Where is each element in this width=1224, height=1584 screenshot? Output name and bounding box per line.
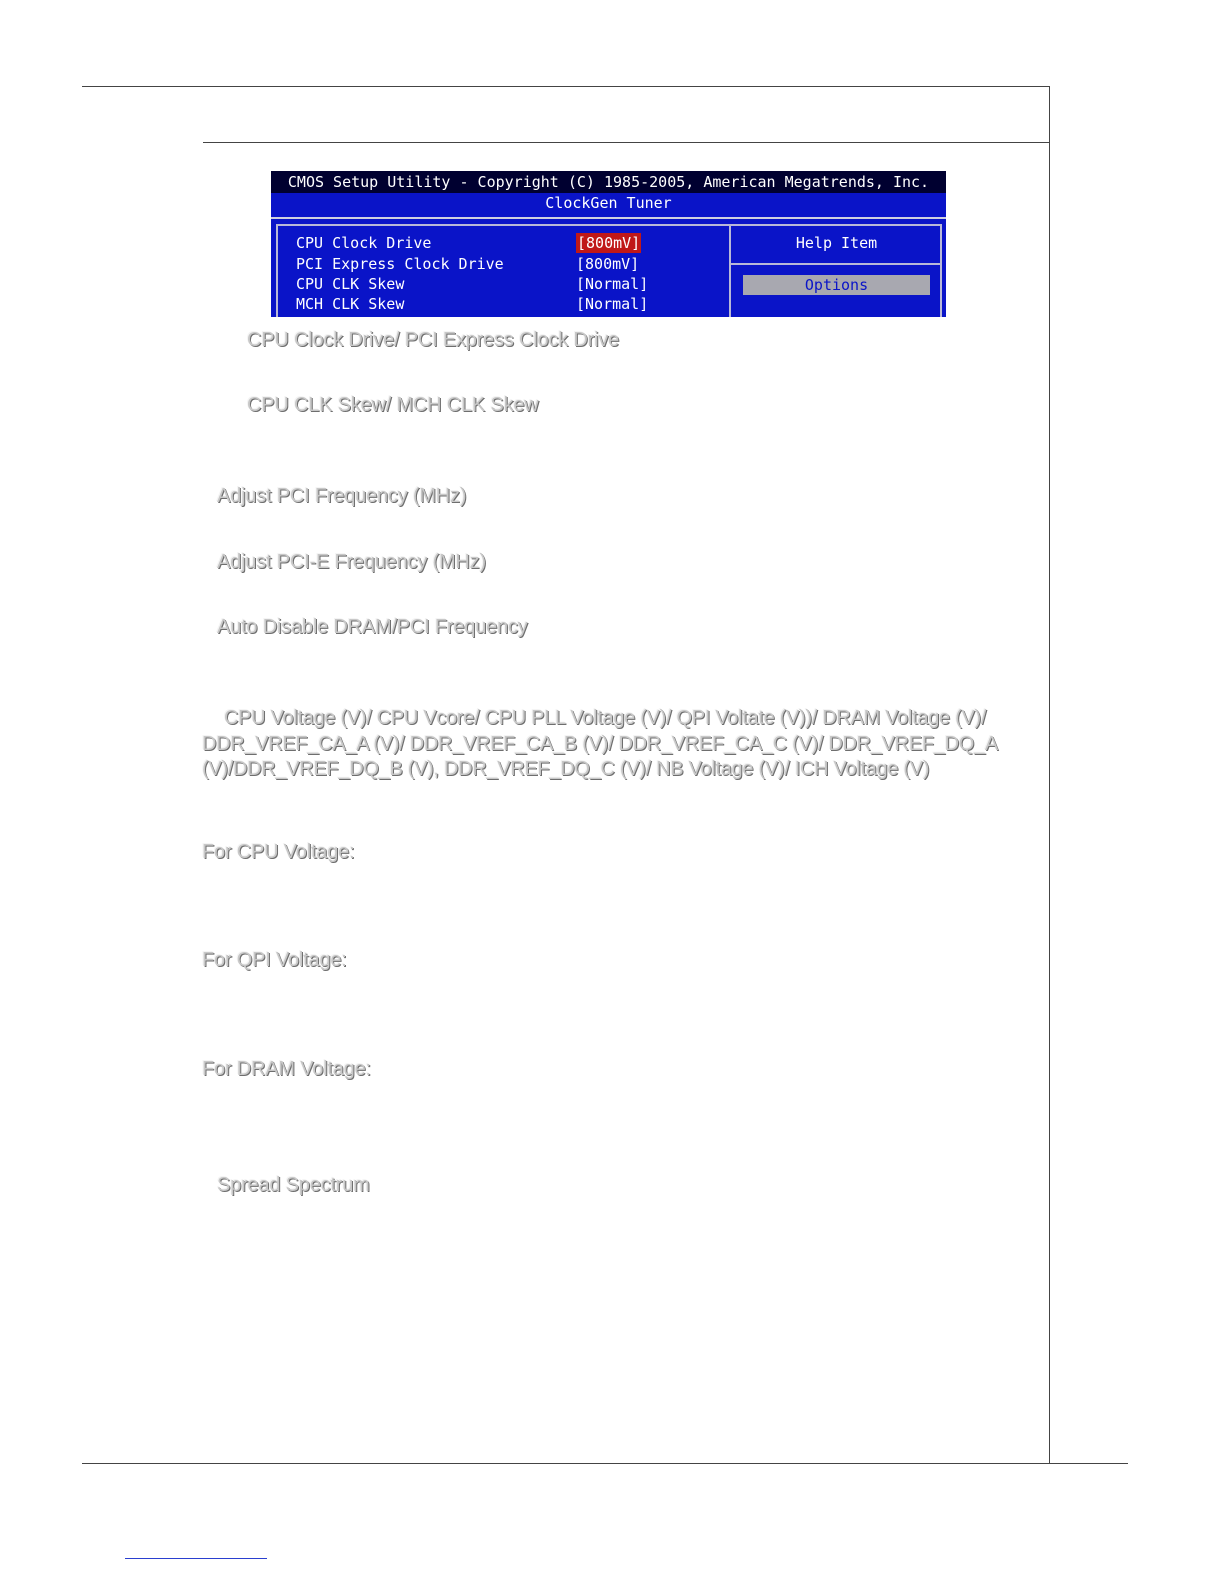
- right-margin-rule: [1049, 86, 1050, 1464]
- heading-for-dram-voltage: For DRAM Voltage:: [202, 1058, 371, 1080]
- bios-item-cpu-clk-skew[interactable]: CPU CLK Skew: [296, 275, 405, 293]
- bios-help-title: Help Item: [795, 234, 878, 252]
- bios-value-cpu-clock-drive[interactable]: [800mV]: [577, 234, 641, 252]
- bios-screenshot: [271, 171, 946, 317]
- heading-voltages: CPU Voltage (V)/ CPU Vcore/ CPU PLL Voltage (V)/ QPI Voltate (V))/ DRAM Voltage (V)/ DDR_VREF_CA_A (V)/ DDR_VREF_CA_B (V)/ DDR_VREF_CA_C (V)/ DDR_VREF_DQ_A (V)/DDR_VREF_DQ_B (V), DDR_VREF_DQ_C (V)/ NB Voltage (V)/ ICH Voltage (V): [202, 707, 997, 780]
- header-underline: [203, 142, 1050, 143]
- footer-rule: [125, 1558, 267, 1559]
- bios-item-pci-express-clock-drive[interactable]: PCI Express Clock Drive: [296, 255, 504, 273]
- top-rule: [82, 86, 1050, 87]
- heading-pci-frequency: Adjust PCI Frequency (MHz): [217, 485, 467, 507]
- bios-subtitle: ClockGen Tuner: [545, 194, 672, 212]
- bios-value-cpu-clk-skew[interactable]: [Normal]: [576, 275, 649, 293]
- heading-clk-skew: CPU CLK Skew/ MCH CLK Skew: [247, 394, 539, 416]
- heading-auto-disable: Auto Disable DRAM/PCI Frequency: [217, 616, 528, 638]
- heading-clock-drive: CPU Clock Drive/ PCI Express Clock Drive: [247, 329, 620, 351]
- bios-title: CMOS Setup Utility - Copyright (C) 1985-2005, American Megatrends, Inc.: [271, 171, 946, 193]
- bios-help-separator: [731, 263, 942, 265]
- bios-value-pci-express-clock-drive[interactable]: [800mV]: [576, 255, 640, 273]
- bios-value-mch-clk-skew[interactable]: [Normal]: [576, 295, 649, 313]
- heading-pcie-frequency: Adjust PCI-E Frequency (MHz): [217, 551, 486, 573]
- heading-spread-spectrum: Spread Spectrum: [217, 1174, 370, 1196]
- bios-item-cpu-clock-drive[interactable]: CPU Clock Drive: [296, 234, 432, 252]
- bios-divider: [271, 217, 946, 219]
- bottom-rule: [82, 1463, 1128, 1464]
- bios-item-mch-clk-skew[interactable]: MCH CLK Skew: [296, 295, 405, 313]
- heading-for-cpu-voltage: For CPU Voltage:: [202, 841, 355, 863]
- bios-options-label: Options: [743, 275, 930, 295]
- heading-for-qpi-voltage: For QPI Voltage:: [202, 949, 347, 971]
